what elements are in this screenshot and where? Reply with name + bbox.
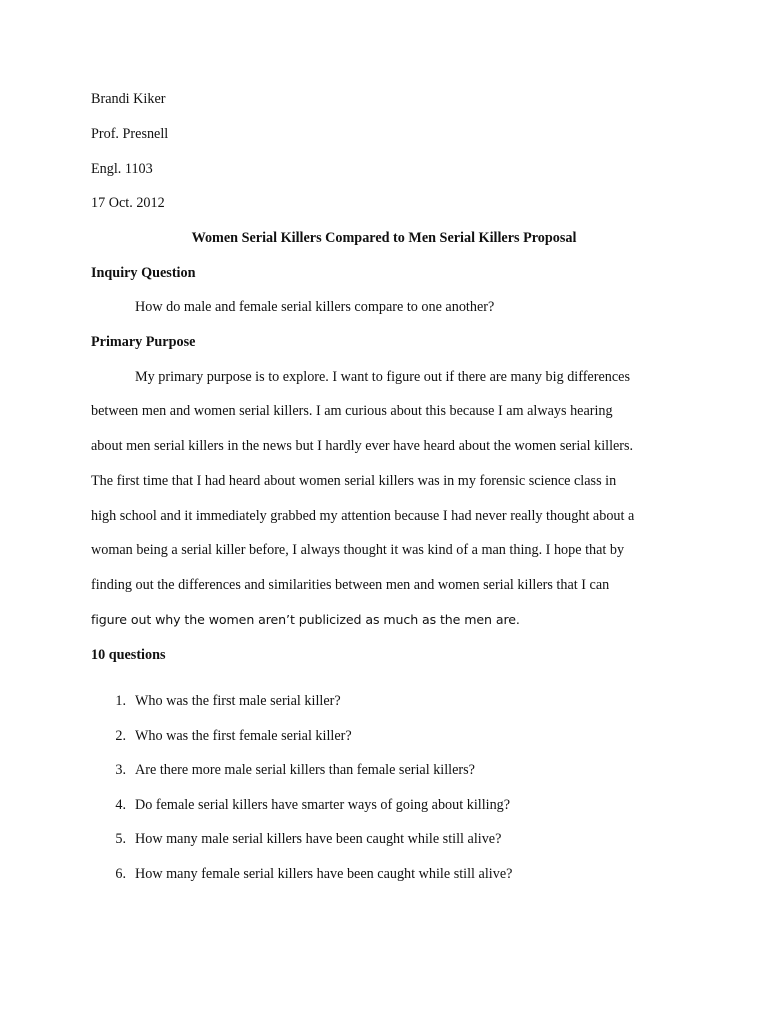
questions-heading: 10 questions: [91, 647, 166, 663]
paragraph-line: The first time that I had heard about women serial killers was in my forensic science class in: [91, 473, 617, 489]
list-item-text: How many female serial killers have been caught while still alive?: [135, 866, 513, 882]
paragraph-line: between men and women serial killers. I am curious about this because I am always hearing: [91, 403, 613, 419]
list-item-text: Are there more male serial killers than female serial killers?: [135, 762, 475, 778]
author-name: Brandi Kiker: [91, 91, 166, 107]
paragraph-line: about men serial killers in the news but I hardly ever have heard about the women serial killers.: [91, 438, 634, 454]
inquiry-question-text: How do male and female serial killers compare to one another?: [135, 299, 495, 315]
document-date: 17 Oct. 2012: [91, 195, 165, 211]
instructor-name: Prof. Presnell: [91, 126, 169, 142]
inquiry-heading: Inquiry Question: [91, 265, 196, 281]
list-item-number: 3.: [115, 762, 126, 778]
paragraph-line: My primary purpose is to explore. I want to figure out if there are many big differences: [135, 369, 630, 385]
list-item-number: 2.: [115, 728, 126, 744]
paragraph-line: figure out why the women aren’t publicized as much as the men are.: [91, 612, 520, 627]
list-item-number: 5.: [115, 831, 126, 847]
list-item-text: Do female serial killers have smarter ways of going about killing?: [135, 797, 511, 813]
list-item-text: How many male serial killers have been caught while still alive?: [135, 831, 502, 847]
list-item-number: 1.: [115, 693, 126, 709]
paragraph-line: high school and it immediately grabbed my attention because I had never really thought about a: [91, 508, 635, 524]
purpose-heading: Primary Purpose: [91, 334, 196, 350]
paragraph-line: woman being a serial killer before, I always thought it was kind of a man thing. I hope that by: [91, 542, 625, 558]
list-item-text: Who was the first female serial killer?: [135, 728, 352, 744]
course-name: Engl. 1103: [91, 161, 153, 177]
list-item-number: 4.: [115, 797, 126, 813]
document-title: Women Serial Killers Compared to Men Serial Killers Proposal: [191, 230, 577, 246]
paragraph-line: finding out the differences and similarities between men and women serial killers that I can: [91, 577, 610, 593]
list-item-number: 6.: [115, 866, 126, 882]
list-item-text: Who was the first male serial killer?: [135, 693, 341, 709]
